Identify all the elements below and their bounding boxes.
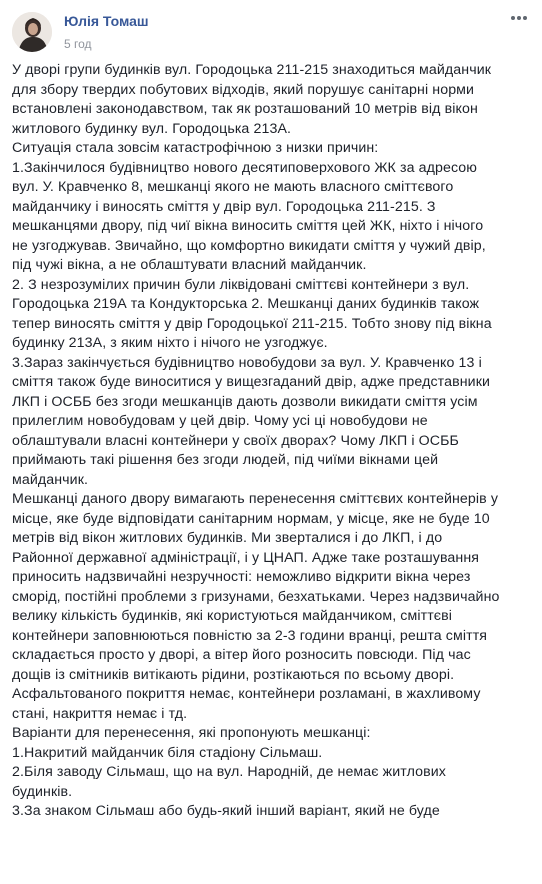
profile-photo-icon — [12, 12, 52, 52]
post-paragraph-reason-3: 3.Зараз закінчується будівництво новобудови за вул. У. Кравченко 13 і сміття також буде виноситися у вищезгаданий двір, адже представники ЛКП і ОСББ без згоди мешканців дають дозволи викидати сміття усім прилеглим новобудовам у цей двір. Чому усі ці новобудови не облаштували власні контейнери у своїх дворах? Чому ЛКП і ОСББ приймають такі рішення без згоди людей, під чиїми вікнами цей майданчик. — [12, 354, 491, 488]
post-paragraph-reason-1: 1.Закінчилося будівництво нового десятиповерхового ЖК за адресою вул. У. Кравченко 8, мешканці якого не мають власного сміттєвого майданчику і виносять сміття у двір вул. Городоцька 211-215. З мешканцями двору, під чиї вікна виносить сміття цей ЖК, ніхто і нічого не узгоджував. Звичайно, що комфортно викидати сміття у чужий двір, під чужі вікна, а не облаштувати власний майданчик. — [12, 159, 486, 273]
post-paragraph-options-heading: Варіанти для перенесення, які пропонують мешканці: — [12, 725, 371, 741]
post-paragraph-reason-2: 2. З незрозумілих причин були ліквідовані сміттєві контейнери з вул. Городоцька 219А та Кондукторська 2. Мешканці даних будинків також тепер виносять сміття у двір Городоцької 211-215. Тобто знову під вікна будинку 213А, з яким ніхто і нічого не узгоджує. — [12, 276, 492, 351]
post-paragraph-reasons-heading: Ситуація стала зовсім катастрофічною з низки причин: — [12, 140, 379, 156]
post-paragraph-demands: Мешканці даного двору вимагають перенесення сміттєвих контейнерів у місце, яке буде відповідати санітарним нормам, у місце, яке не буде 10 метрів від вікон житлових будинків. Ми зверталися і до ЛКП, і до Районної державної адміністрації, і у ЦНАП. Адже таке розташування приносить надзвичайні незручності: неможливо відкрити вікна через сморід, постійні проблеми з гризунами, безхатьками. Через надзвичайно велику кількість будинків, які користуються майданчиком, сміттєві контейнери заповнюються повністю за 2-3 години вранці, решта сміття складається просто у дворі, а вітер його розносить повсюди. Під час дощів із смітників витікають рідини, розтікаються по всьому дворі. Асфальтованого покриття немає, контейнери розламані, в жахливому стані, накриття немає і тд. — [12, 491, 500, 722]
post-header — [12, 8, 530, 56]
post-paragraph-option-2: 2.Біля заводу Сільмаш, що на вул. Народній, де немає житлових будинків. — [12, 764, 446, 800]
post-body — [12, 61, 534, 822]
avatar[interactable] — [12, 12, 52, 52]
post-timestamp[interactable]: 5 год — [64, 37, 92, 51]
post-paragraph-option-3: 3.За знаком Сільмаш або будь-який інший варіант, який не буде — [12, 803, 440, 819]
author-name[interactable]: Юлія Томаш — [64, 13, 149, 29]
more-dots-icon[interactable] — [508, 10, 530, 26]
post-paragraph-intro: У дворі групи будинків вул. Городоцька 211-215 знаходиться майданчик для збору твердих побутових відходів, який порушує санітарні норми встановлені законодавством, так як розташований 10 метрів від вікон житлового будинку вул. Городоцька 213А. — [12, 62, 492, 137]
post-paragraph-option-1: 1.Накритий майданчик біля стадіону Сільмаш. — [12, 744, 323, 761]
